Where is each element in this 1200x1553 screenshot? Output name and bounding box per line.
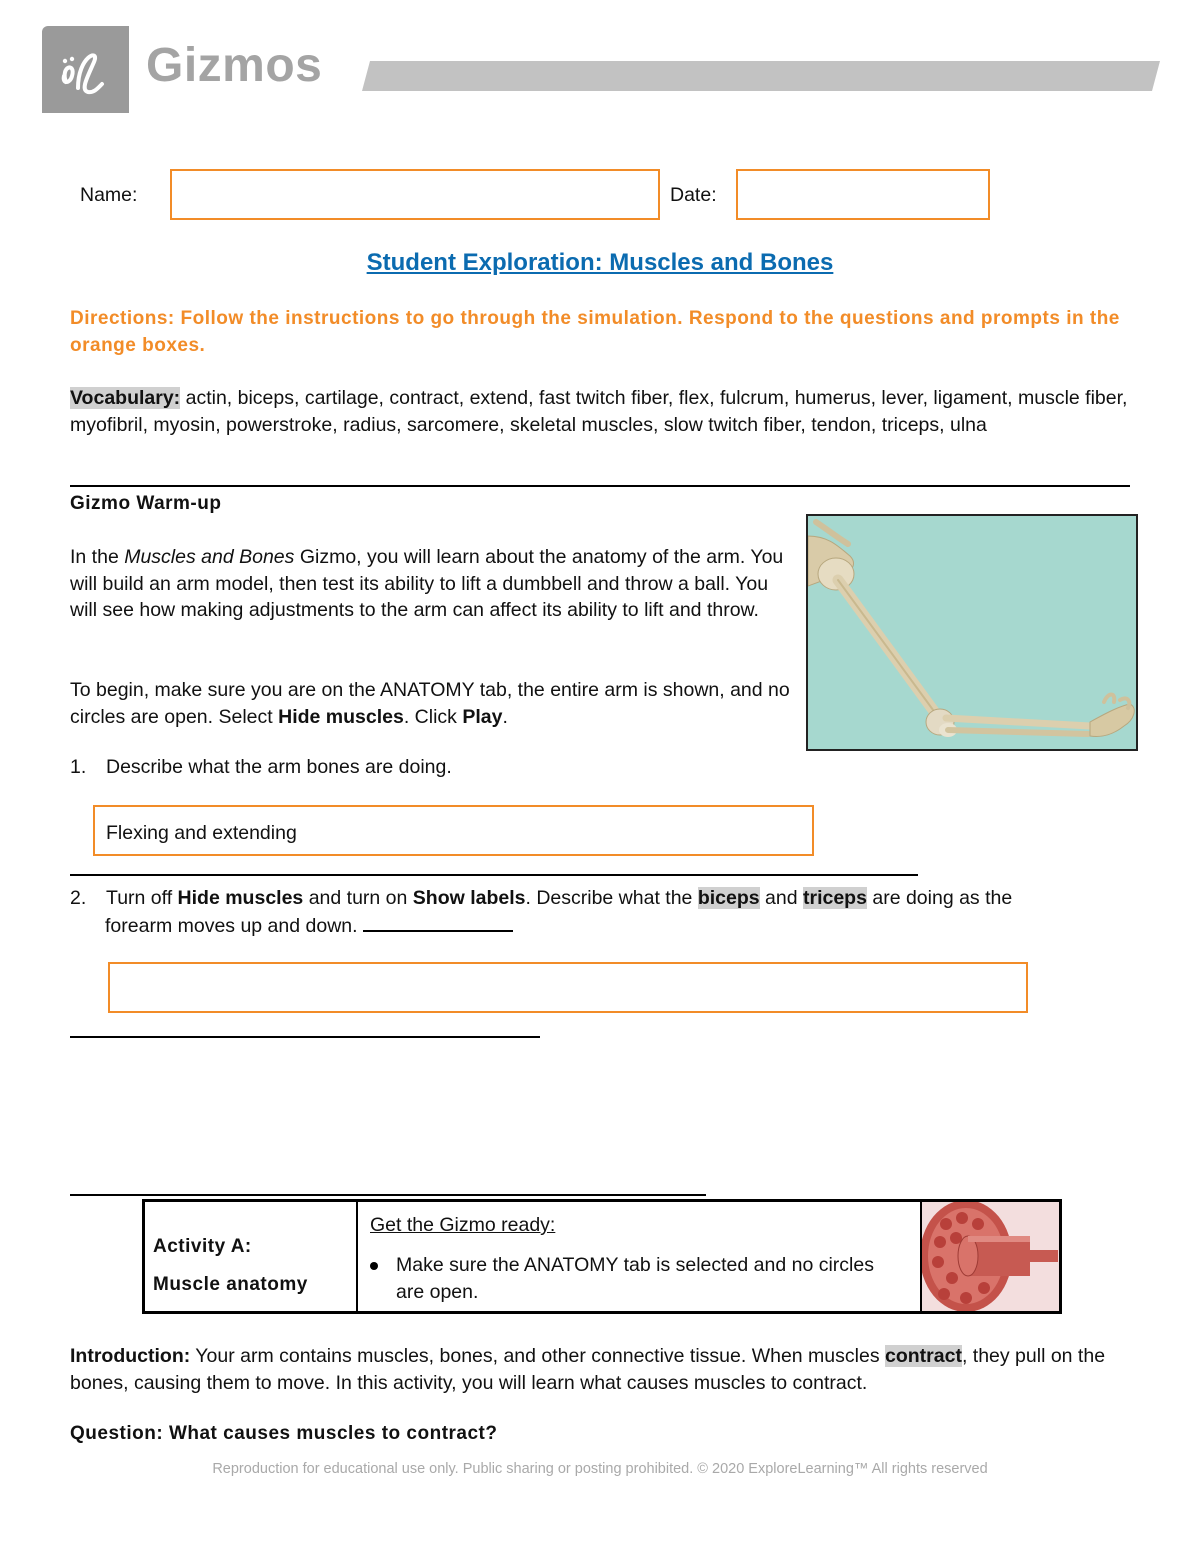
- question-text: and: [759, 887, 803, 909]
- warmup-heading: Gizmo Warm-up: [70, 493, 222, 514]
- el-logo-icon: [42, 26, 129, 113]
- header-bar: [362, 61, 1160, 91]
- introduction-text: Your arm contains muscles, bones, and other connective tissue. When muscles: [190, 1345, 885, 1367]
- vocabulary-paragraph: [70, 385, 1130, 438]
- question-number: 2.: [70, 887, 87, 909]
- question-text: Turn off: [106, 887, 178, 909]
- introduction-paragraph: [70, 1343, 1130, 1396]
- introduction-label: Introduction:: [70, 1345, 191, 1367]
- warmup-intro-text: In the: [70, 546, 125, 568]
- setup-bullet: [396, 1252, 896, 1306]
- arm-bones-image: [806, 514, 1138, 751]
- page-title: Student Exploration: Muscles and Bones: [366, 249, 834, 276]
- hide-muscles-term: Hide muscles: [177, 887, 304, 909]
- answer-text[interactable]: Flexing and extending: [106, 822, 297, 844]
- muscle-fiber-illustration: [922, 1202, 1059, 1311]
- setup-text: Make sure the ANATOMY tab is selected and no circles are open.: [396, 1254, 874, 1303]
- activity-setup-cell: [358, 1202, 922, 1311]
- vocabulary-label: Vocabulary:: [70, 387, 181, 409]
- answer-underline: [70, 874, 918, 876]
- triceps-term: triceps: [802, 887, 867, 909]
- explorelearning-logo: [42, 26, 129, 113]
- question-text: Describe what the arm bones are doing.: [106, 756, 452, 778]
- section-divider: [70, 485, 1130, 487]
- activity-table: [142, 1199, 1062, 1314]
- muscle-fiber-image: [922, 1202, 1059, 1311]
- name-label: Name:: [80, 184, 138, 206]
- footer-copyright: Reproduction for educational use only. Public sharing or posting prohibited. © 2020 ExploreLearning™ All rights reserved: [212, 1461, 988, 1477]
- question-2: [70, 885, 1130, 939]
- biceps-term: biceps: [697, 887, 760, 909]
- show-labels-term: Show labels: [412, 887, 526, 909]
- answer-underline: [70, 1194, 706, 1196]
- question-text: are doing as the: [866, 887, 1013, 909]
- answer-blank: [363, 912, 513, 932]
- vocabulary-terms: actin, biceps, cartilage, contract, extend, fast twitch fiber, flex, fulcrum, humerus, lever, ligament, muscle fiber, myofibril, myosin, powerstroke, radius, sarcomere, skeletal muscles, slow twitch fiber, tendon, triceps, ulna: [70, 387, 1128, 436]
- activity-title: Activity A:: [153, 1236, 252, 1257]
- instruction-text: To begin, make sure you are on the ANATOMY tab, the entire arm is shown, and no circles are open. Select: [70, 679, 790, 728]
- instruction-text: .: [502, 705, 508, 728]
- arm-bones-illustration: [808, 516, 1138, 751]
- activity-label-cell: [145, 1202, 358, 1311]
- warmup-intro-text: Gizmo, you will learn about the anatomy of the arm. You will build an arm model, then test its ability to lift a dumbbell and throw a ball. You will see how making adjustments to the arm can affect its ability to lift and throw.: [70, 546, 784, 621]
- warmup-intro: [70, 544, 790, 624]
- question-text: . Describe what the: [525, 887, 698, 909]
- question-number: 1.: [70, 756, 87, 778]
- get-ready-heading: Get the Gizmo ready:: [370, 1214, 556, 1236]
- question-text: and turn on: [303, 887, 413, 909]
- hide-muscles-term: Hide muscles: [278, 705, 404, 728]
- answer-box-2[interactable]: [108, 962, 1028, 1013]
- introduction-text: , they pull on the bones, causing them to move. In this activity, you will learn what causes muscles to contract.: [70, 1345, 1106, 1394]
- question-1: [70, 756, 452, 779]
- instruction-text: . Click: [403, 705, 463, 728]
- date-field[interactable]: [736, 169, 990, 220]
- brand-name: Gizmos: [146, 39, 323, 92]
- activity-label: [153, 1228, 308, 1304]
- name-field[interactable]: [170, 169, 660, 220]
- warmup-instructions: [70, 677, 790, 730]
- gizmo-name: Muscles and Bones: [124, 546, 295, 568]
- directions-text: Directions: Follow the instructions to go through the simulation. Respond to the questions and prompts in the orange boxes.: [70, 308, 1120, 356]
- contract-term: contract: [885, 1345, 962, 1367]
- activity-subtitle: Muscle anatomy: [153, 1274, 308, 1295]
- bullet-icon: [370, 1262, 378, 1270]
- answer-box-1[interactable]: [93, 805, 814, 856]
- answer-underline: [70, 1036, 540, 1038]
- question-heading: Question: What causes muscles to contract?: [70, 1423, 498, 1444]
- play-term: Play: [462, 705, 503, 728]
- date-label: Date:: [670, 184, 717, 206]
- question-text: forearm moves up and down.: [105, 914, 358, 937]
